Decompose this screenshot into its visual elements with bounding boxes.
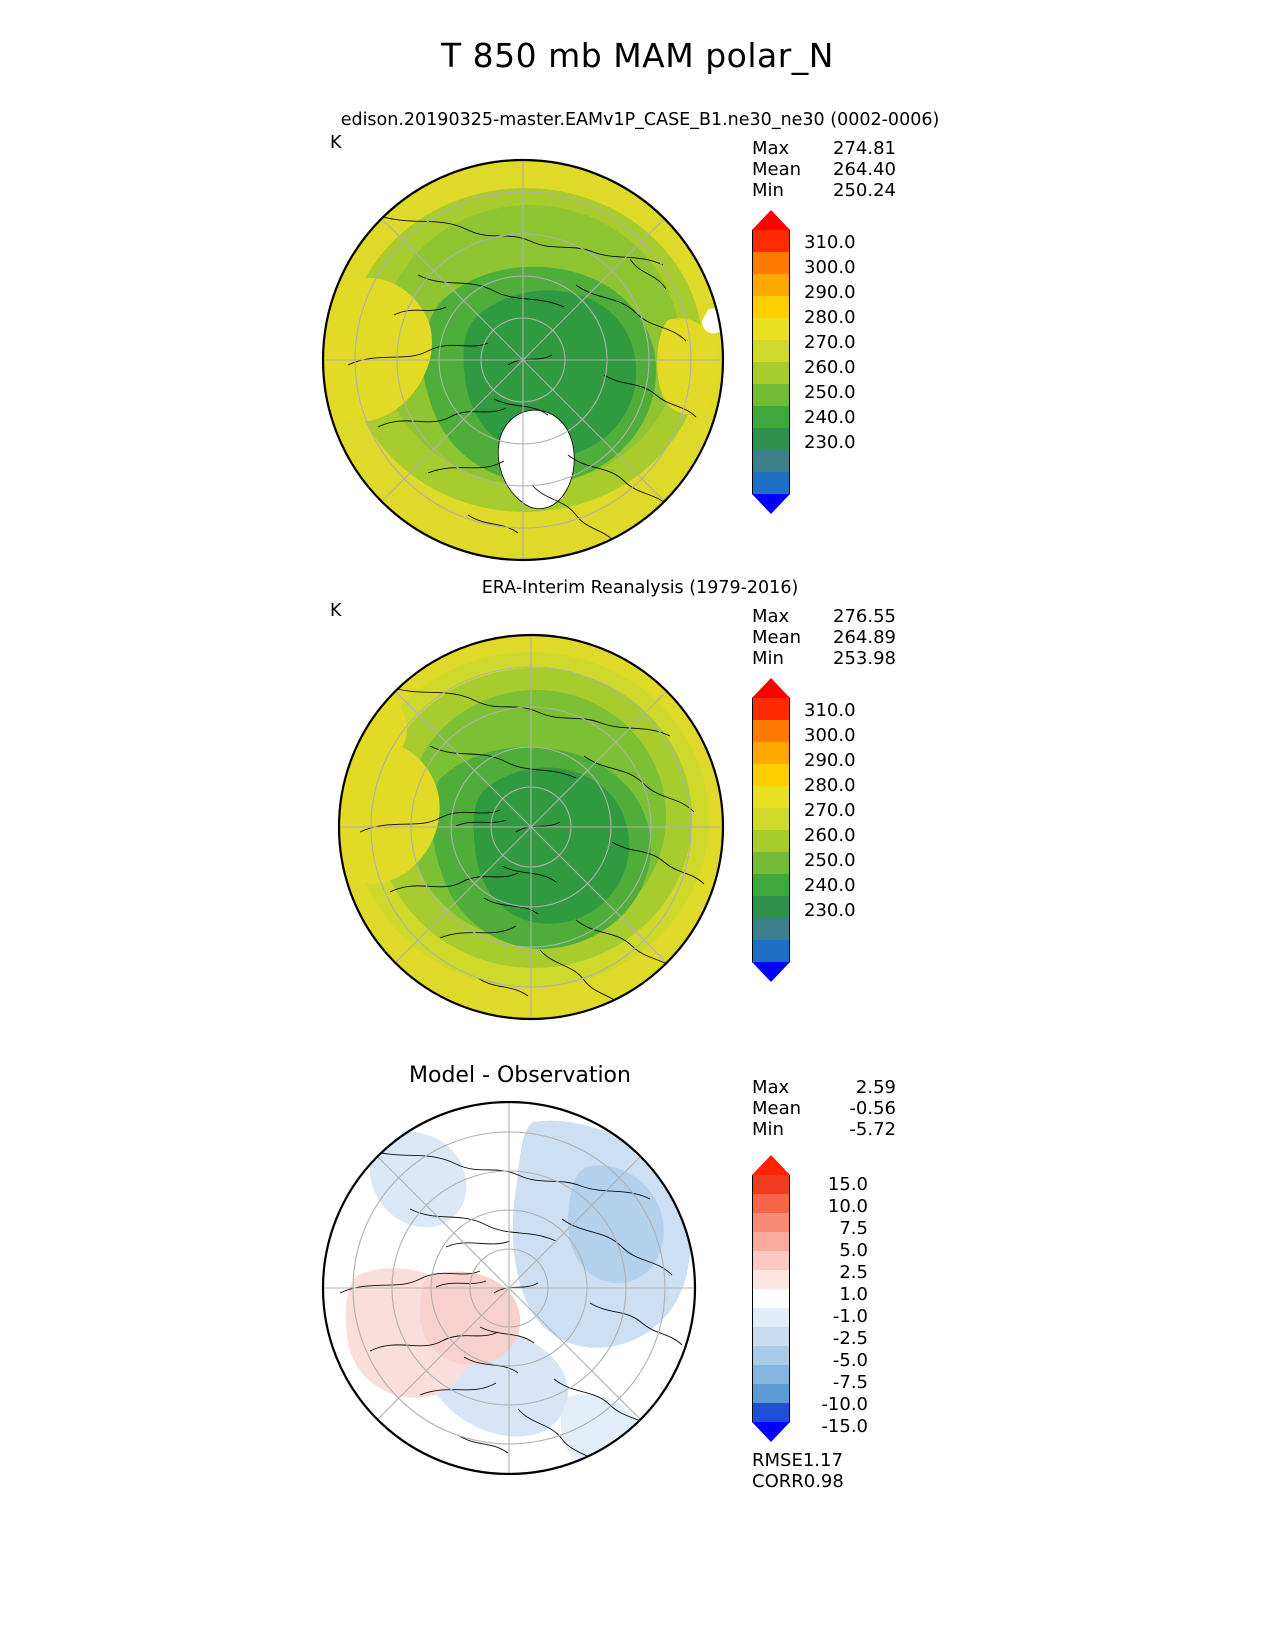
colorbar-cap-top	[752, 1155, 790, 1175]
panel-model	[0, 100, 1275, 570]
colorbar-bar	[752, 678, 790, 982]
colorbar-cap-top	[752, 678, 790, 698]
colorbar-observation	[752, 678, 856, 982]
polar-map-model	[318, 155, 728, 565]
colorbar-tick: 260.0	[804, 825, 856, 846]
colorbar-tick: 270.0	[804, 800, 856, 821]
units-label-model: K	[330, 133, 342, 153]
polar-map-difference	[318, 1097, 700, 1479]
stat-row: Min -5.72	[752, 1119, 896, 1140]
colorbar-bar	[752, 210, 790, 514]
colorbar-cap-bottom	[752, 1422, 790, 1442]
colorbar-cap-bottom	[752, 494, 790, 514]
stat-row: Mean 264.40	[752, 159, 896, 180]
colorbar-tick: 10.0	[827, 1196, 868, 1217]
colorbar-tick: 260.0	[804, 357, 856, 378]
units-label-observation: K	[330, 601, 342, 621]
stats-observation	[752, 606, 896, 669]
stats-difference	[752, 1077, 896, 1140]
colorbar-tick: -10.0	[821, 1394, 868, 1415]
colorbar-tick: -5.0	[832, 1350, 868, 1371]
page-title: T 850 mb MAM polar_N	[441, 36, 834, 75]
colorbar-bar	[752, 1155, 790, 1442]
colorbar-tick: 2.5	[839, 1262, 868, 1283]
colorbar-tick: 5.0	[839, 1240, 868, 1261]
colorbar-tick: 230.0	[804, 432, 856, 453]
colorbar-tick: 250.0	[804, 382, 856, 403]
colorbar-tick: -7.5	[832, 1372, 868, 1393]
colorbar-tick: 15.0	[827, 1174, 868, 1195]
colorbar-difference	[752, 1155, 868, 1442]
stat-row: Min 253.98	[752, 648, 896, 669]
panel-observation	[0, 570, 1275, 1050]
colorbar-tick: 310.0	[804, 232, 856, 253]
colorbar-tick: 300.0	[804, 257, 856, 278]
polar-map-observation	[334, 630, 728, 1024]
colorbar-tick: 7.5	[839, 1218, 868, 1239]
colorbar-tick: 240.0	[804, 875, 856, 896]
colorbar-tick: 290.0	[804, 282, 856, 303]
stat-row: Mean 264.89	[752, 627, 896, 648]
panel-title-observation: ERA-Interim Reanalysis (1979-2016)	[481, 578, 799, 598]
stat-row: Max 276.55	[752, 606, 896, 627]
colorbar-tick: 300.0	[804, 725, 856, 746]
stat-row: Mean -0.56	[752, 1098, 896, 1119]
stat-row: Max 2.59	[752, 1077, 896, 1098]
colorbar-tick: 270.0	[804, 332, 856, 353]
colorbar-cap-top	[752, 210, 790, 230]
colorbar-tick: 250.0	[804, 850, 856, 871]
colorbar-cap-bottom	[752, 962, 790, 982]
colorbar-model	[752, 210, 856, 514]
metric-row: CORR0.98	[752, 1471, 844, 1492]
stat-row: Max 274.81	[752, 138, 896, 159]
colorbar-tick: -1.0	[832, 1306, 868, 1327]
colorbar-tick: -15.0	[821, 1416, 868, 1437]
colorbar-tick: 230.0	[804, 900, 856, 921]
metric-row: RMSE1.17	[752, 1450, 843, 1471]
colorbar-tick: 280.0	[804, 307, 856, 328]
colorbar-tick: -2.5	[832, 1328, 868, 1349]
metrics-difference	[752, 1450, 844, 1492]
panel-title-difference: Model - Observation	[409, 1063, 631, 1088]
colorbar-tick: 1.0	[839, 1284, 868, 1305]
colorbar-tick: 310.0	[804, 700, 856, 721]
stat-row: Min 250.24	[752, 180, 896, 201]
stats-model	[752, 138, 896, 201]
colorbar-tick: 290.0	[804, 750, 856, 771]
panel-title-model: edison.20190325-master.EAMv1P_CASE_B1.ne30_ne30 (0002-0006)	[340, 110, 940, 130]
panel-difference	[0, 1055, 1275, 1555]
colorbar-tick: 280.0	[804, 775, 856, 796]
colorbar-tick: 240.0	[804, 407, 856, 428]
